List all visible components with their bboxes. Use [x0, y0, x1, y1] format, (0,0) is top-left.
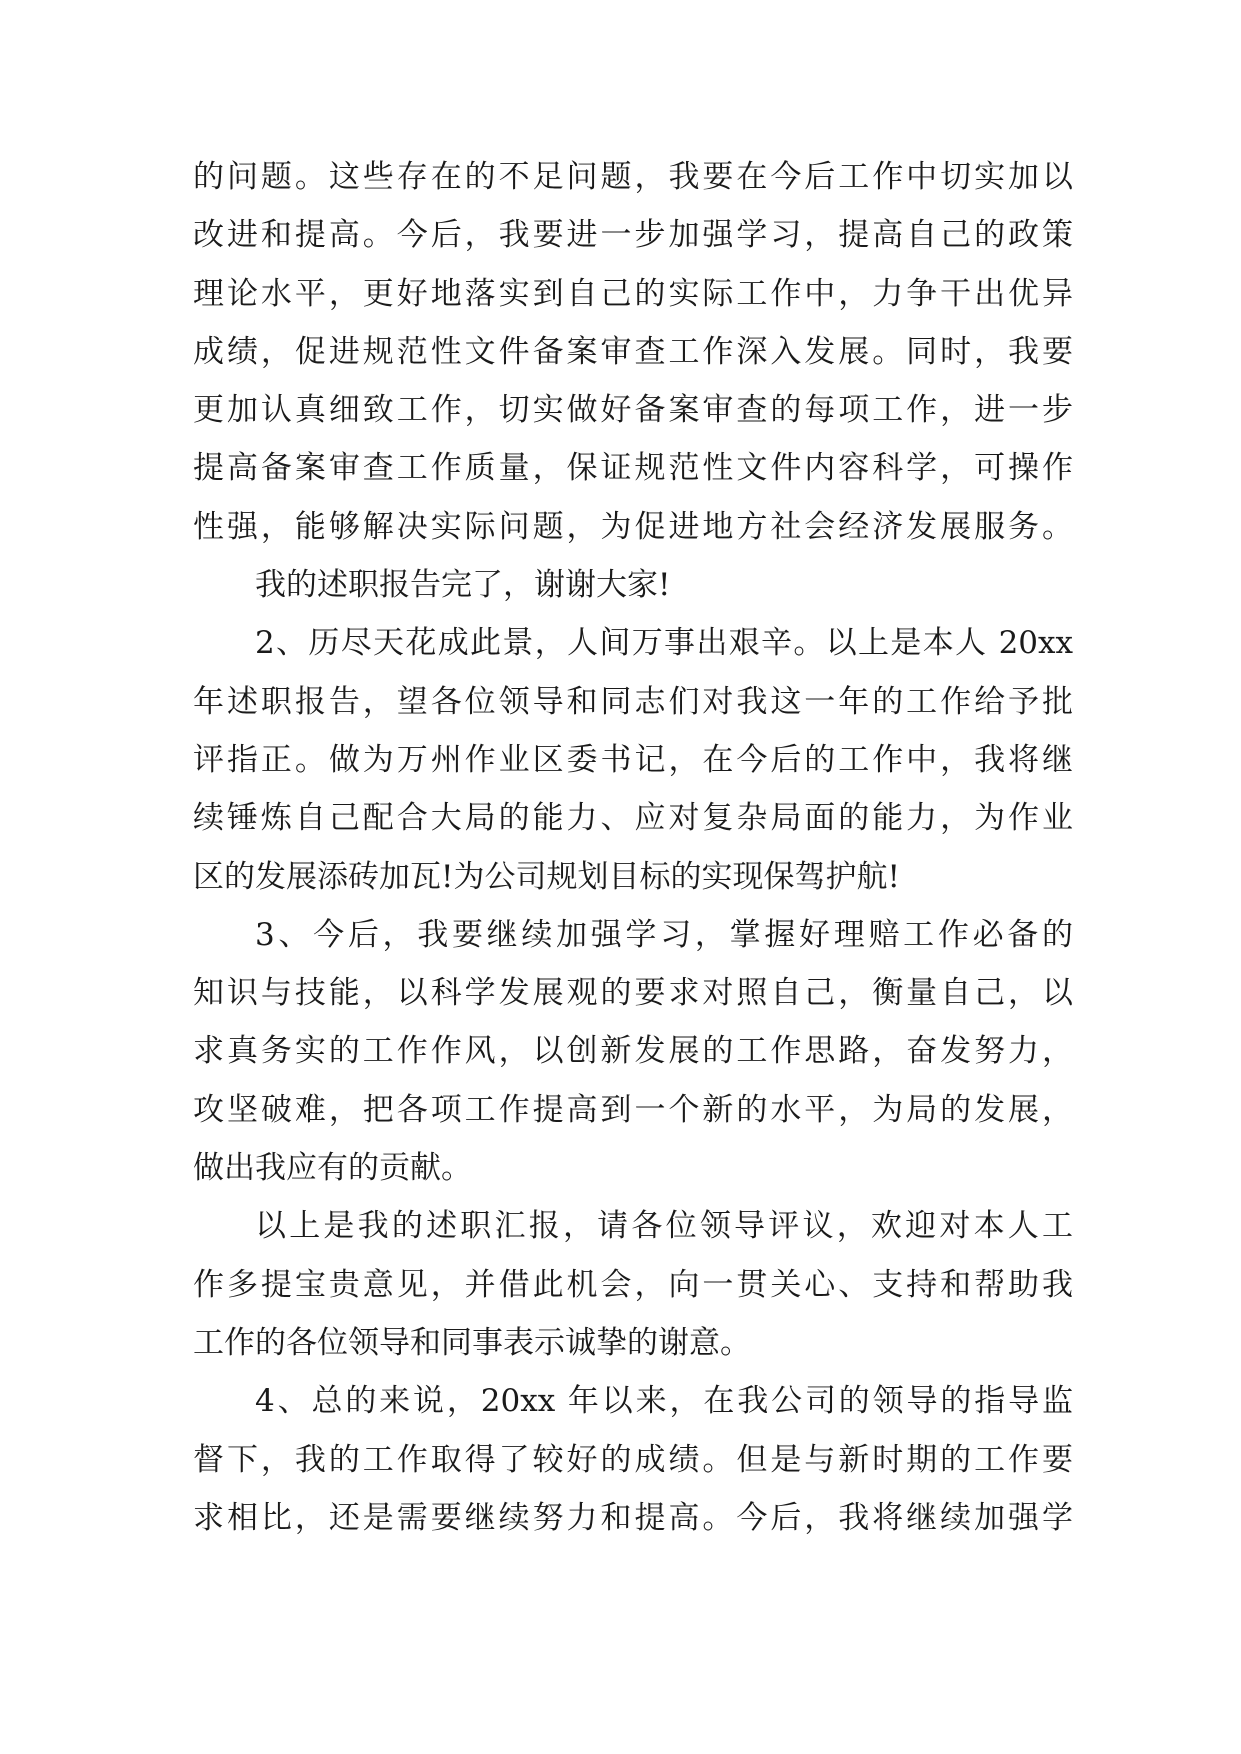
- text-line: 4、总的来说，20xx 年以来，在我公司的领导的指导监: [255, 1383, 1073, 1420]
- text-line: 3、今后，我要继续加强学习，掌握好理赔工作必备的: [255, 916, 1073, 953]
- text-line: 的问题。这些存在的不足问题，我要在今后工作中切实加以: [193, 159, 1073, 195]
- text-line: 续锤炼自己配合大局的能力、应对复杂局面的能力，为作业: [193, 800, 1073, 837]
- text-line: 2、历尽天花成此景，人间万事出艰辛。以上是本人 20xx: [255, 625, 1073, 662]
- text-line: 理论水平，更好地落实到自己的实际工作中，力争干出优异: [193, 275, 1073, 312]
- text-line: 年述职报告，望各位领导和同志们对我这一年的工作给予批: [193, 683, 1073, 720]
- text-line: 性强，能够解决实际问题，为促进地方社会经济发展服务。: [193, 508, 1073, 545]
- text-line: 督下，我的工作取得了较好的成绩。但是与新时期的工作要: [193, 1441, 1073, 1478]
- text-line: 作多提宝贵意见，并借此机会，向一贯关心、支持和帮助我: [193, 1266, 1073, 1303]
- text-line: 做出我应有的贡献。: [193, 1150, 472, 1187]
- text-line: 工作的各位领导和同事表示诚挚的谢意。: [193, 1324, 751, 1361]
- text-line: 攻坚破难，把各项工作提高到一个新的水平，为局的发展，: [193, 1091, 1073, 1128]
- text-line: 知识与技能，以科学发展观的要求对照自己，衡量自己，以: [193, 975, 1073, 1012]
- text-line: 以上是我的述职汇报，请各位领导评议，欢迎对本人工: [255, 1208, 1073, 1245]
- text-line: 改进和提高。今后，我要进一步加强学习，提高自己的政策: [193, 217, 1073, 254]
- text-line: 更加认真细致工作，切实做好备案审查的每项工作，进一步: [193, 392, 1073, 429]
- text-line: 成绩，促进规范性文件备案审查工作深入发展。同时，我要: [193, 333, 1073, 370]
- text-line: 提高备案审查工作质量，保证规范性文件内容科学，可操作: [193, 450, 1073, 487]
- document-body: [193, 148, 1073, 1547]
- text-line: 求相比，还是需要继续努力和提高。今后，我将继续加强学: [193, 1499, 1073, 1536]
- text-line: 我的述职报告完了，谢谢大家!: [255, 567, 671, 604]
- text-line: 求真务实的工作作风，以创新发展的工作思路，奋发努力，: [193, 1033, 1073, 1070]
- text-line: 评指正。做为万州作业区委书记，在今后的工作中，我将继: [193, 741, 1073, 778]
- text-line: 区的发展添砖加瓦!为公司规划目标的实现保驾护航!: [193, 858, 900, 895]
